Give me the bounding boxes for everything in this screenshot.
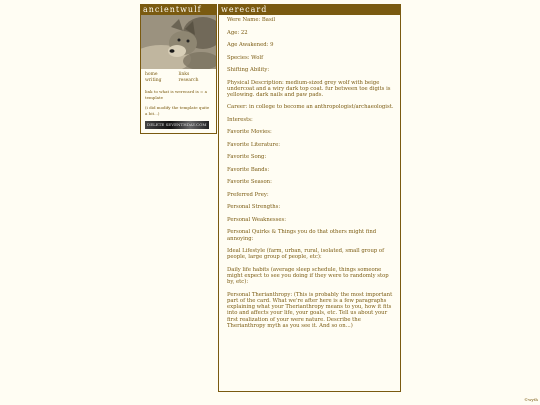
sidebar-title: ancientwulf (141, 5, 216, 15)
werecard-title: werecard (219, 5, 400, 15)
field-personal-strengths: Personal Strengths: (227, 204, 281, 211)
wolf-photo (141, 15, 216, 69)
field-personal-weaknesses: Personal Weaknesses: (227, 216, 286, 223)
nav-research-link[interactable]: research (178, 78, 199, 83)
wolf-image-icon (141, 15, 216, 69)
field-favorite-literature: Favorite Literature: (227, 141, 280, 148)
nav-writing-link[interactable]: writing (145, 78, 162, 83)
field-favorite-movies: Favorite Movies: (227, 129, 272, 136)
footer-credit[interactable]: ©wyth (524, 397, 538, 402)
field-preferred-prey: Preferred Prey: (227, 191, 269, 198)
sidebar (140, 4, 217, 134)
field-favorite-season: Favorite Season: (227, 179, 272, 186)
nav-links-link[interactable]: links (178, 72, 190, 77)
field-personal-therianthropy: Personal Therianthropy: (This is probably the most important part of the card. What we're after here is a few paragraphs explaining what your Therianthropy means to you, how it fits into and affects your life, your goals, etc. Tell us about your first realization of your were nature. Describe the Therianthropy myth as you see it. And so on...) (227, 291, 393, 329)
template-modified-note: (i did modify the template quite a bit...) (145, 105, 210, 116)
werecard-body (219, 15, 400, 329)
field-favorite-bands: Favorite Bands: (227, 166, 270, 173)
field-personal-quirks: Personal Quirks & Things you do that others might find annoying: (227, 229, 377, 242)
field-shifting-ability: Shifting Ability: (227, 67, 270, 73)
field-species: Species: Wolf (227, 54, 264, 61)
werecard-panel (218, 4, 401, 392)
field-were-name: Were Name: Basil (227, 17, 276, 23)
field-physical-description: Physical Description: medium-sized grey wolf with beige undercoat and a wiry dark top coat. fur between toe digits is yellowing. dark nails and paw pads. (227, 79, 391, 98)
template-link-note[interactable]: link to what is werecard is = a template (145, 89, 208, 100)
sidebar-nav (145, 72, 212, 84)
field-ideal-lifestyle: Ideal Lifestyle (farm, urban, rural, isolated, small group of people, large group of people, etc): (227, 248, 385, 261)
field-age-awakened: Age Awakened: 9 (227, 42, 274, 48)
field-age: Age: 22 (227, 29, 248, 36)
field-daily-life-habits: Daily life habits (average sleep schedule, things someone might expect to see you doing if they were to randomly stop by, etc): (227, 266, 389, 286)
sidebar-banner[interactable]: DELETE SEVENTHDAY.COM (145, 121, 209, 129)
sidebar-body (141, 69, 216, 133)
field-interests: Interests: (227, 116, 253, 123)
nav-home-link[interactable]: home (145, 72, 158, 77)
field-favorite-song: Favorite Song: (227, 154, 267, 161)
field-career: Career: in college to become an anthropologist/archaeologist. (227, 104, 394, 111)
